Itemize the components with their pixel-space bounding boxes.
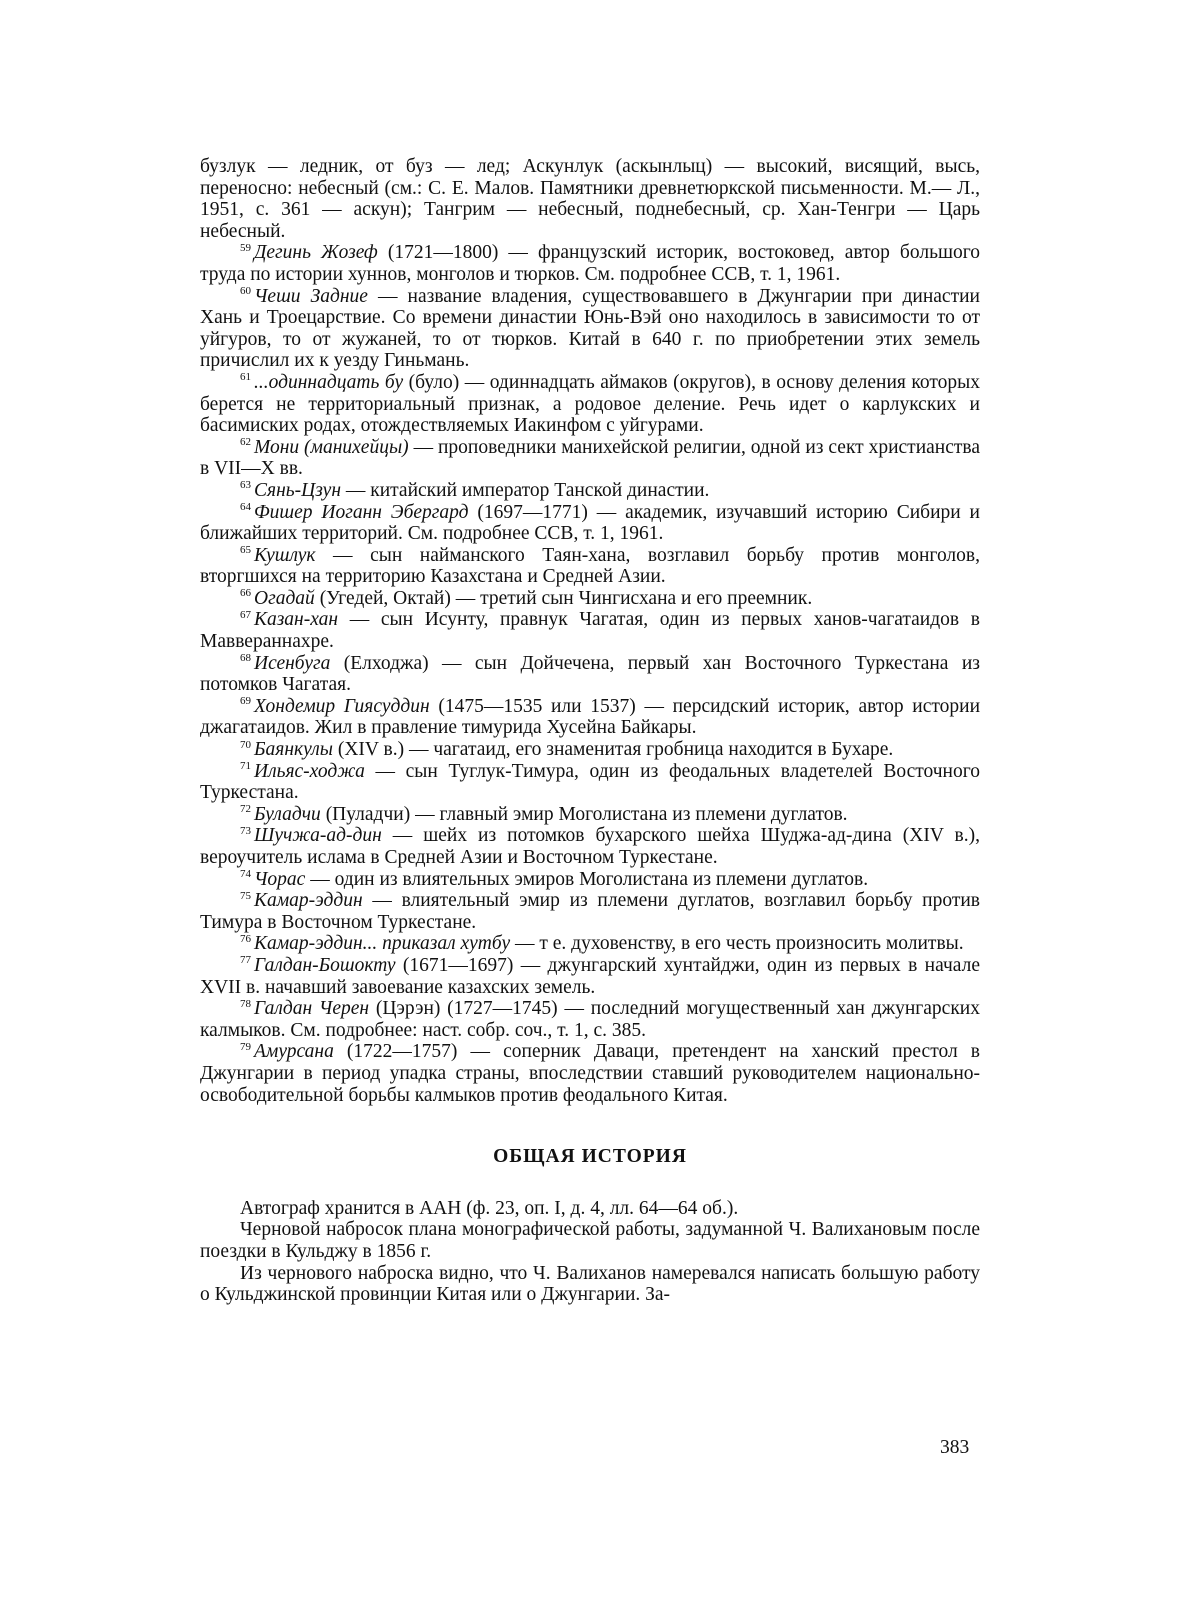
footnote-term: Исенбуга bbox=[254, 652, 331, 674]
section-title: ОБЩАЯ ИСТОРИЯ bbox=[493, 1146, 687, 1168]
footnote-text: (1475—1535 или 1537) — персидский историк, автор истории джагатаидов. Жил в правление тимурида Хусейна Байкары. bbox=[200, 695, 981, 739]
page-body bbox=[200, 156, 980, 1306]
footnote-60 bbox=[200, 286, 980, 372]
footnote-text: (Цэрэн) (1727—1745) — последний могущественный хан джунгарских калмыков. См. подробнее: наст. собр. соч., т. 1, с. 385. bbox=[200, 998, 980, 1041]
footnote-61 bbox=[200, 372, 980, 437]
footnotes-list bbox=[200, 242, 980, 1106]
footnote-number: 76 bbox=[240, 932, 251, 945]
footnote-number: 59 bbox=[240, 241, 251, 254]
footnote-term: Галдан-Бошокту bbox=[254, 954, 396, 976]
footnote-number: 65 bbox=[240, 544, 251, 557]
footnote-77 bbox=[200, 955, 980, 998]
footnote-text: — сын Исунту, правнук Чагатая, один из первых ханов-чагатаидов в Маввераннахре. bbox=[200, 609, 980, 653]
footnote-term: ...одиннадцать бу bbox=[254, 371, 404, 393]
footnote-79 bbox=[200, 1041, 980, 1106]
footnote-76 bbox=[200, 933, 980, 955]
footnote-text: (1722—1757) — соперник Даваци, претендент на ханский престол в Джунгарии в период упадка страны, впоследствии ставший руководителем национально-освободительной борьбы калмыков против феодального Китая. bbox=[200, 1041, 980, 1106]
footnote-75 bbox=[200, 890, 980, 933]
footnote-term: Чорас bbox=[254, 868, 306, 890]
section-paragraph: Из чернового наброска видно, что Ч. Валиханов намеревался написать большую работу о Кульджинской провинции Китая или о Джунгарии. За- bbox=[200, 1262, 980, 1306]
footnote-63 bbox=[200, 480, 980, 502]
footnote-number: 60 bbox=[240, 285, 251, 298]
footnote-number: 63 bbox=[240, 479, 251, 492]
footnote-term: Чеши Задние bbox=[254, 285, 368, 307]
footnote-term: Камар-эддин bbox=[254, 890, 363, 912]
section-paragraph: Автограф хранится в ААН (ф. 23, оп. I, д. 4, лл. 64—64 об.). bbox=[240, 1197, 739, 1219]
footnote-65 bbox=[200, 545, 980, 588]
footnote-67 bbox=[200, 609, 980, 652]
footnote-number: 64 bbox=[240, 501, 251, 513]
footnote-term: Мони (манихейцы) bbox=[254, 436, 409, 458]
footnote-text: (Пуладчи) — главный эмир Моголистана из племени дуглатов. bbox=[320, 803, 848, 825]
footnote-59 bbox=[200, 242, 980, 285]
footnote-term: Сянь-Цзун bbox=[254, 479, 341, 501]
footnote-number: 79 bbox=[240, 1040, 251, 1053]
footnote-text: — влиятельный эмир из племени дуглатов, возглавил борьбу против Тимура в Восточном Туркестане. bbox=[200, 890, 980, 933]
footnote-text: — сын Туглук-Тимура, один из феодальных владетелей Восточного Туркестана. bbox=[200, 760, 980, 804]
footnote-number: 67 bbox=[240, 608, 251, 621]
footnote-text: (1721—1800) — французский историк, востоковед, автор большого труда по истории хуннов, монголов и тюрков. См. подробнее ССВ, т. 1, 1961. bbox=[200, 242, 980, 285]
footnote-70 bbox=[200, 739, 980, 761]
footnote-text: (Елходжа) — сын Дойчечена, первый хан Восточного Туркестана из потомков Чагатая. bbox=[200, 652, 980, 696]
footnote-term: Буладчи bbox=[254, 803, 321, 825]
footnote-number: 71 bbox=[240, 760, 251, 773]
footnote-number: 68 bbox=[240, 652, 251, 665]
footnote-text: — один из влиятельных эмиров Моголистана из племени дуглатов. bbox=[305, 868, 869, 890]
footnote-text: — название владения, существовавшего в Джунгарии при династии Хань и Троецарствие. Со времени династии Юнь-Вэй оно находилось в зависимости то от уйгуров, то от жужаней, то от тюрков. Китай в 640 г. по приобретении этих земель причислил их к уезду Гиньмань. bbox=[200, 285, 980, 372]
footnote-72 bbox=[200, 804, 980, 826]
footnote-term: Фишер Иоганн Эбергард bbox=[254, 501, 469, 523]
footnote-text: — проповедники манихейской религии, одной из сект христианства в VII—X вв. bbox=[200, 436, 980, 480]
footnote-64 bbox=[200, 502, 980, 545]
section-body bbox=[200, 1198, 980, 1306]
footnote-term: Казан-хан bbox=[254, 609, 339, 631]
footnote-number: 69 bbox=[240, 695, 251, 708]
footnote-text: (1671—1697) — джунгарский хунтайджи, один из первых в начале XVII в. начавший завоевание казахских земель. bbox=[200, 954, 980, 998]
footnote-term: Огадай bbox=[254, 587, 315, 609]
footnote-term: Камар-эддин... приказал хутбу bbox=[254, 933, 511, 955]
footnote-term: Амурсана bbox=[254, 1041, 334, 1063]
footnote-74 bbox=[200, 869, 980, 891]
footnote-number: 77 bbox=[240, 954, 251, 967]
footnote-term: Галдан Черен bbox=[254, 998, 370, 1020]
footnote-term: Хондемир Гиясуддин bbox=[254, 695, 430, 717]
footnote-66 bbox=[200, 588, 980, 610]
section-paragraph: Черновой набросок плана монографической работы, задуманной Ч. Валихановым после поездки в Кульджу в 1856 г. bbox=[200, 1219, 980, 1262]
page-number: 383 bbox=[940, 1437, 970, 1458]
footnote-number: 66 bbox=[240, 587, 251, 600]
footnote-term: Шучжа-ад-дин bbox=[254, 825, 382, 847]
footnote-number: 75 bbox=[240, 889, 251, 902]
footnote-text: — т е. духовенству, в его честь произносить молитвы. bbox=[510, 933, 964, 955]
footnote-term: Баянкулы bbox=[254, 739, 333, 761]
footnote-number: 74 bbox=[240, 868, 251, 881]
footnote-text: — китайский император Танской династии. bbox=[341, 479, 710, 501]
footnote-text: — сын найманского Таян-хана, возглавил борьбу против монголов, вторгшихся на территорию Казахстана и Средней Азии. bbox=[200, 544, 980, 588]
footnote-text: (Угедей, Октай) — третий сын Чингисхана и его преемник. bbox=[314, 587, 813, 609]
footnote-62 bbox=[200, 437, 980, 480]
footnote-number: 61 bbox=[240, 371, 251, 384]
footnote-78 bbox=[200, 998, 980, 1041]
footnote-text: (XIV в.) — чагатаид, его знаменитая гробница находится в Бухаре. bbox=[332, 739, 894, 761]
footnote-term: Кушлук bbox=[254, 544, 316, 566]
footnote-73 bbox=[200, 825, 980, 868]
footnote-text: (1697—1771) — академик, изучавший историю Сибири и ближайших территорий. См. подробнее ССВ, т. 1, 1961. bbox=[200, 501, 980, 545]
footnote-number: 62 bbox=[240, 436, 251, 449]
footnote-number: 72 bbox=[240, 803, 251, 816]
footnote-text: (було) — одиннадцать аймаков (округов), в основу деления которых берется не территориальный признак, а родовое деление. Речь идет о карлукских и басимиских родах, отождествляемых Иакинфом с уйгурами. bbox=[200, 371, 981, 437]
footnote-71 bbox=[200, 761, 980, 804]
footnote-term: Дегинь Жозеф bbox=[254, 242, 378, 264]
continuation-paragraph: бузлук — ледник, от буз — лед; Аскунлук (аскынлыц) — высокий, висящий, высь, переносно: небесный (см.: С. Е. Малов. Памятники древнетюркской письменности. М.— Л., 1951, с. 361 — аскун); Тангрим — небесный, поднебесный, ср. Хан-Тенгри — Царь небесный. bbox=[200, 156, 980, 242]
footnote-number: 78 bbox=[240, 997, 251, 1010]
footnote-68 bbox=[200, 653, 980, 696]
footnote-text: — шейх из потомков бухарского шейха Шуджа-ад-дина (XIV в.), вероучитель ислама в Средней Азии и Восточном Туркестане. bbox=[200, 825, 980, 868]
footnote-term: Ильяс-ходжа bbox=[254, 760, 365, 782]
footnote-number: 70 bbox=[240, 738, 251, 751]
footnote-number: 73 bbox=[240, 824, 251, 837]
footnote-69 bbox=[200, 696, 980, 739]
